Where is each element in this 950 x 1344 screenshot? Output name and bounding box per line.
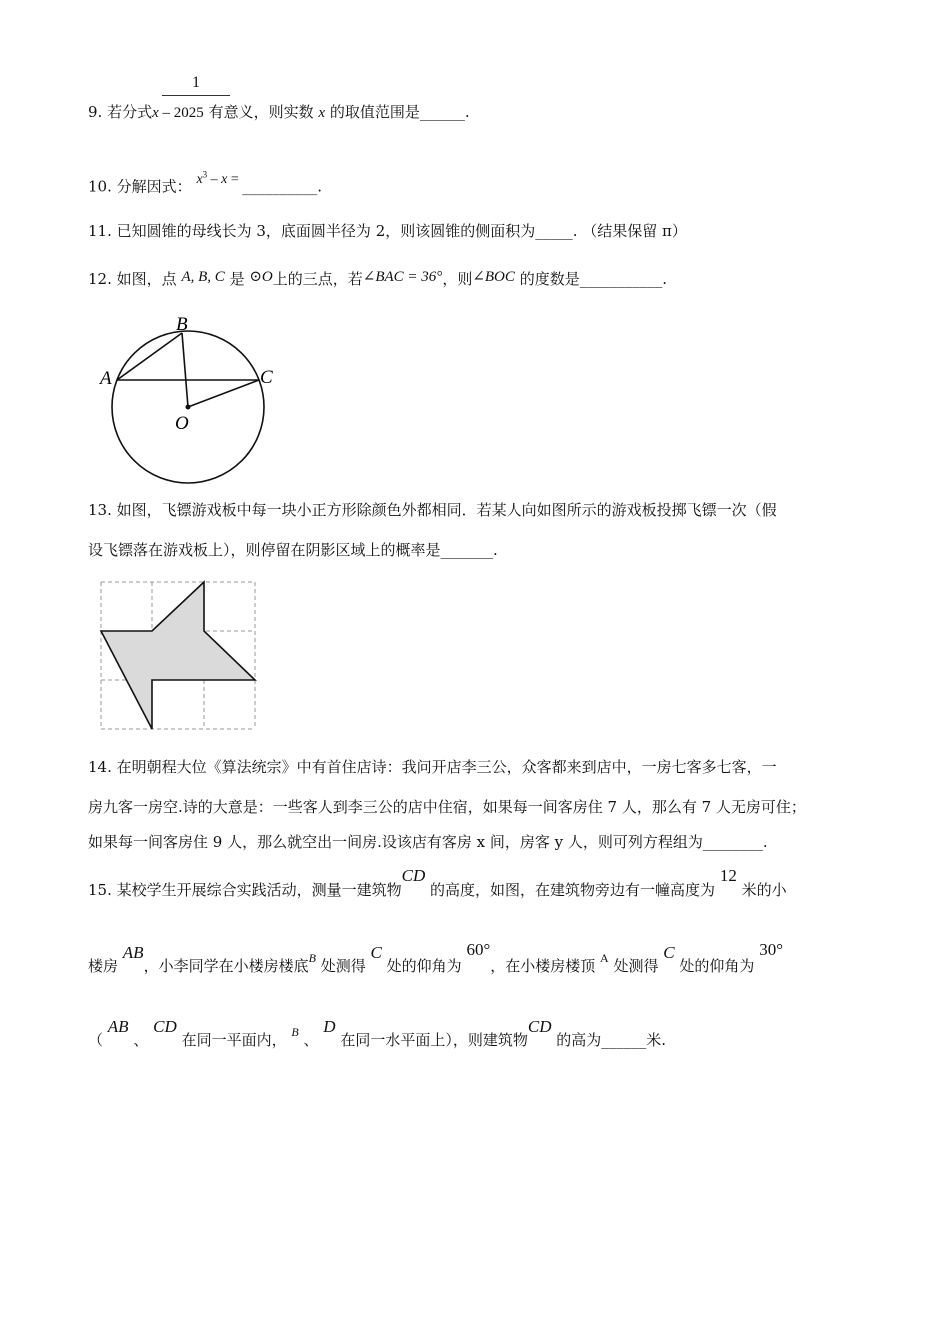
question-tail: 米.	[646, 1031, 667, 1049]
question-text: 房九客一房空.诗的大意是：一些客人到李三公的店中住宿，如果每一间客房住 7 人，那么有 7 人无房可住；	[88, 798, 806, 816]
question-text: 处测得	[320, 957, 366, 975]
question-13-line-2	[88, 540, 498, 560]
question-text: 处的仰角为	[386, 957, 462, 975]
question-text: 是	[229, 270, 245, 288]
building-ab: AB	[122, 943, 144, 962]
shaded-star	[101, 582, 255, 729]
question-text: 的取值范围是	[329, 103, 420, 121]
question-text: 米的小	[741, 881, 787, 899]
dartboard-figure	[98, 579, 260, 733]
label-a: A	[100, 368, 112, 389]
question-number: 12.	[88, 270, 112, 288]
answer-blank: ___________	[579, 270, 663, 288]
point-c: C	[663, 943, 675, 962]
point-c: C	[370, 943, 382, 962]
period: .	[762, 833, 768, 851]
segment-ab	[117, 333, 182, 380]
point-d: D	[323, 1017, 336, 1036]
angle-bac: ∠BAC = 36°	[362, 269, 443, 285]
question-text: 13. 如图，飞镖游戏板中每一块小正方形除颜色外都相同．若某人向如图所示的游戏板投掷飞镖一次（假	[88, 501, 777, 519]
period: .	[662, 270, 667, 288]
question-text: ，小李同学在小楼房楼底	[143, 957, 309, 975]
circle-figure	[96, 312, 286, 487]
question-text: 的高为	[556, 1031, 602, 1049]
points: A, B, C	[181, 269, 225, 285]
operator: –	[207, 171, 222, 187]
question-15-line-2	[88, 940, 784, 977]
question-text: 楼房	[88, 957, 119, 975]
math-variable: x	[196, 171, 203, 187]
question-text: 如图，点	[116, 270, 177, 288]
answer-blank: ______	[419, 103, 465, 121]
building-cd: CD	[401, 866, 426, 885]
question-text: 的高度，如图，在建筑物旁边有一幢高度为	[430, 881, 716, 899]
question-11	[88, 221, 687, 241]
question-text: 若分式	[107, 103, 153, 121]
segment-oc	[188, 380, 259, 407]
question-text: 在同一平面内，	[181, 1031, 287, 1049]
center-point	[186, 405, 191, 410]
fraction	[162, 74, 230, 96]
question-text: 的度数是	[519, 270, 580, 288]
answer-blank: ________	[702, 833, 763, 851]
fraction-numerator: 1	[192, 74, 200, 91]
question-14-line-1	[88, 757, 777, 777]
label-c: C	[260, 367, 273, 388]
angle-30: 30°	[759, 940, 784, 959]
question-text: 处的仰角为	[679, 957, 755, 975]
building-cd: CD	[527, 1017, 552, 1036]
question-14-line-2	[88, 797, 806, 817]
angle-60: 60°	[466, 940, 491, 959]
fraction-bar	[162, 95, 230, 96]
question-text: 有意义，则实数	[208, 103, 314, 121]
building-cd: CD	[153, 1017, 177, 1036]
question-text: 上的三点，若	[272, 270, 363, 288]
question-15-line-3	[88, 1017, 667, 1051]
exponent: 3	[202, 169, 208, 179]
question-text: 在同一水平面上），则建筑物	[340, 1031, 528, 1049]
height-value: 12	[719, 866, 737, 885]
label-o: O	[175, 413, 189, 434]
answer-blank: _______	[440, 541, 494, 559]
question-text: 分解因式：	[116, 177, 192, 196]
segment-bo	[182, 333, 188, 407]
equals: =	[227, 171, 243, 187]
question-text: 如果每一间客房住 9 人，那么就空出一间房.设该店有客房 x 间，房客 y 人，则可列方程组为	[88, 833, 703, 851]
question-text: （	[88, 1031, 104, 1049]
question-text: 11. 已知圆锥的母线长为 3，底面圆半径为 2，则该圆锥的侧面积为	[88, 222, 536, 240]
question-13-line-1	[88, 500, 777, 520]
period: .	[493, 541, 498, 559]
expression	[196, 171, 242, 187]
angle-boc: ∠BOC	[472, 269, 515, 285]
question-9-line	[88, 102, 470, 123]
circle-symbol: ⊙O	[249, 269, 273, 285]
question-text: 、	[303, 1031, 319, 1049]
period: .	[464, 103, 470, 121]
question-tail: . （结果保留 π）	[572, 222, 687, 240]
label-b: B	[176, 314, 188, 335]
question-number: 9.	[88, 103, 103, 121]
question-text: 设飞镖落在游戏板上），则停留在阴影区域上的概率是	[88, 541, 441, 559]
building-ab: AB	[107, 1017, 129, 1036]
denominator-rest: – 2025	[158, 105, 204, 121]
question-number: 10.	[88, 177, 112, 196]
question-12	[88, 269, 667, 290]
question-text: 15. 某校学生开展综合实践活动，测量一建筑物	[88, 881, 402, 899]
point-b: B	[308, 951, 316, 965]
question-14-line-3	[88, 832, 768, 852]
period: .	[317, 177, 323, 196]
denominator-variable: x	[152, 105, 159, 121]
question-15-line-1	[88, 866, 787, 900]
answer-blank: ______	[601, 1031, 647, 1049]
question-10	[88, 169, 323, 199]
math-variable: x	[221, 171, 228, 187]
question-text: ，则	[442, 270, 473, 288]
question-text: 、	[133, 1031, 149, 1049]
answer-blank: __________	[242, 177, 318, 196]
point-a: A	[600, 951, 609, 965]
question-text: 14. 在明朝程大位《算法统宗》中有首住店诗：我问开店李三公，众客都来到店中，一房七客多七客，一	[88, 758, 777, 776]
point-b: B	[291, 1025, 299, 1039]
question-text: ，在小楼房楼顶	[490, 957, 596, 975]
question-text: 处测得	[613, 957, 659, 975]
math-variable: x	[318, 105, 326, 121]
answer-blank: _____	[535, 222, 573, 240]
